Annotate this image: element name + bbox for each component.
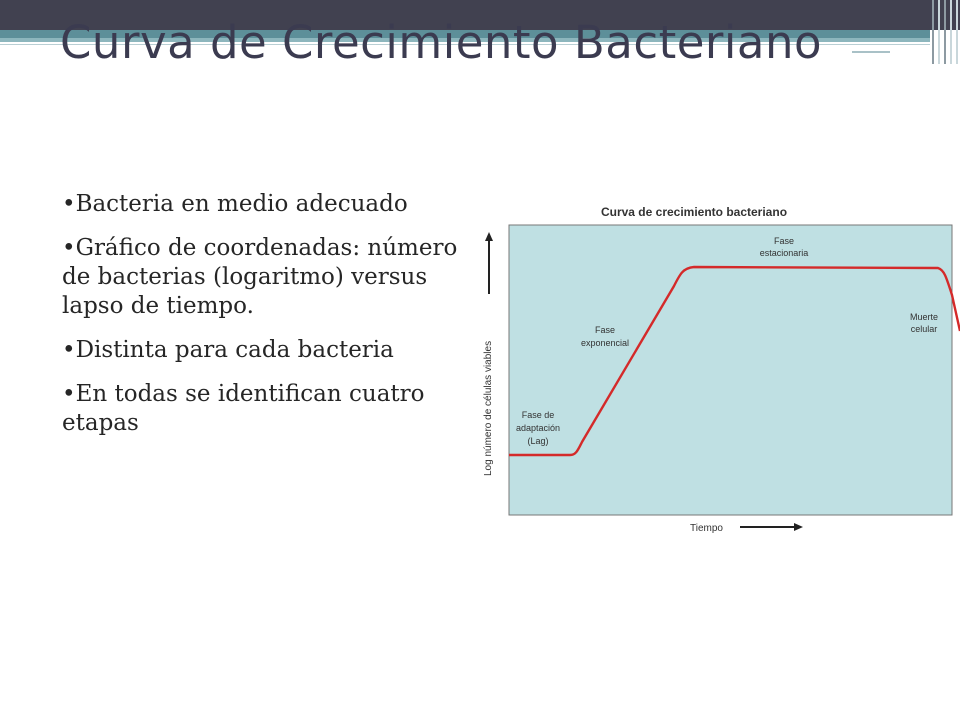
slide-title: Curva de Crecimiento Bacteriano: [60, 16, 823, 69]
corner-stripes: [928, 0, 960, 64]
bullet-list: [62, 190, 482, 453]
phase-label-death-line2: celular: [910, 324, 938, 334]
bullet-item: •Gráfico de coordenadas: número de bacterias (logaritmo) versus lapso de tiempo.: [62, 235, 458, 319]
phase-label-lag-line1: Fase de: [521, 410, 555, 420]
phase-label-stat-line1: Fase: [773, 236, 795, 246]
bullet-item: •Bacteria en medio adecuado: [62, 191, 408, 217]
bullet-item: •Distinta para cada bacteria: [62, 337, 394, 363]
phase-label-lag-line2: adaptación: [515, 423, 561, 433]
title-rule: [852, 51, 890, 53]
bullet-item: •En todas se identifican cuatro etapas: [62, 381, 425, 436]
x-axis-arrowhead: [794, 523, 803, 531]
y-axis-arrowhead: [485, 232, 493, 241]
phase-label-exp-line2: exponencial: [580, 338, 630, 348]
phase-label-lag-line3: (Lag): [527, 436, 549, 446]
x-axis-label: Tiempo: [690, 523, 723, 534]
figure-title: Curva de crecimiento bacteriano: [600, 205, 788, 219]
phase-label-death-line1: Muerte: [909, 312, 939, 322]
growth-curve-figure: [478, 192, 960, 542]
y-axis-label: Log número de células viables: [483, 340, 494, 476]
phase-label-stat-line2: estacionaria: [759, 248, 809, 258]
phase-label-exp-line1: Fase: [594, 325, 616, 335]
